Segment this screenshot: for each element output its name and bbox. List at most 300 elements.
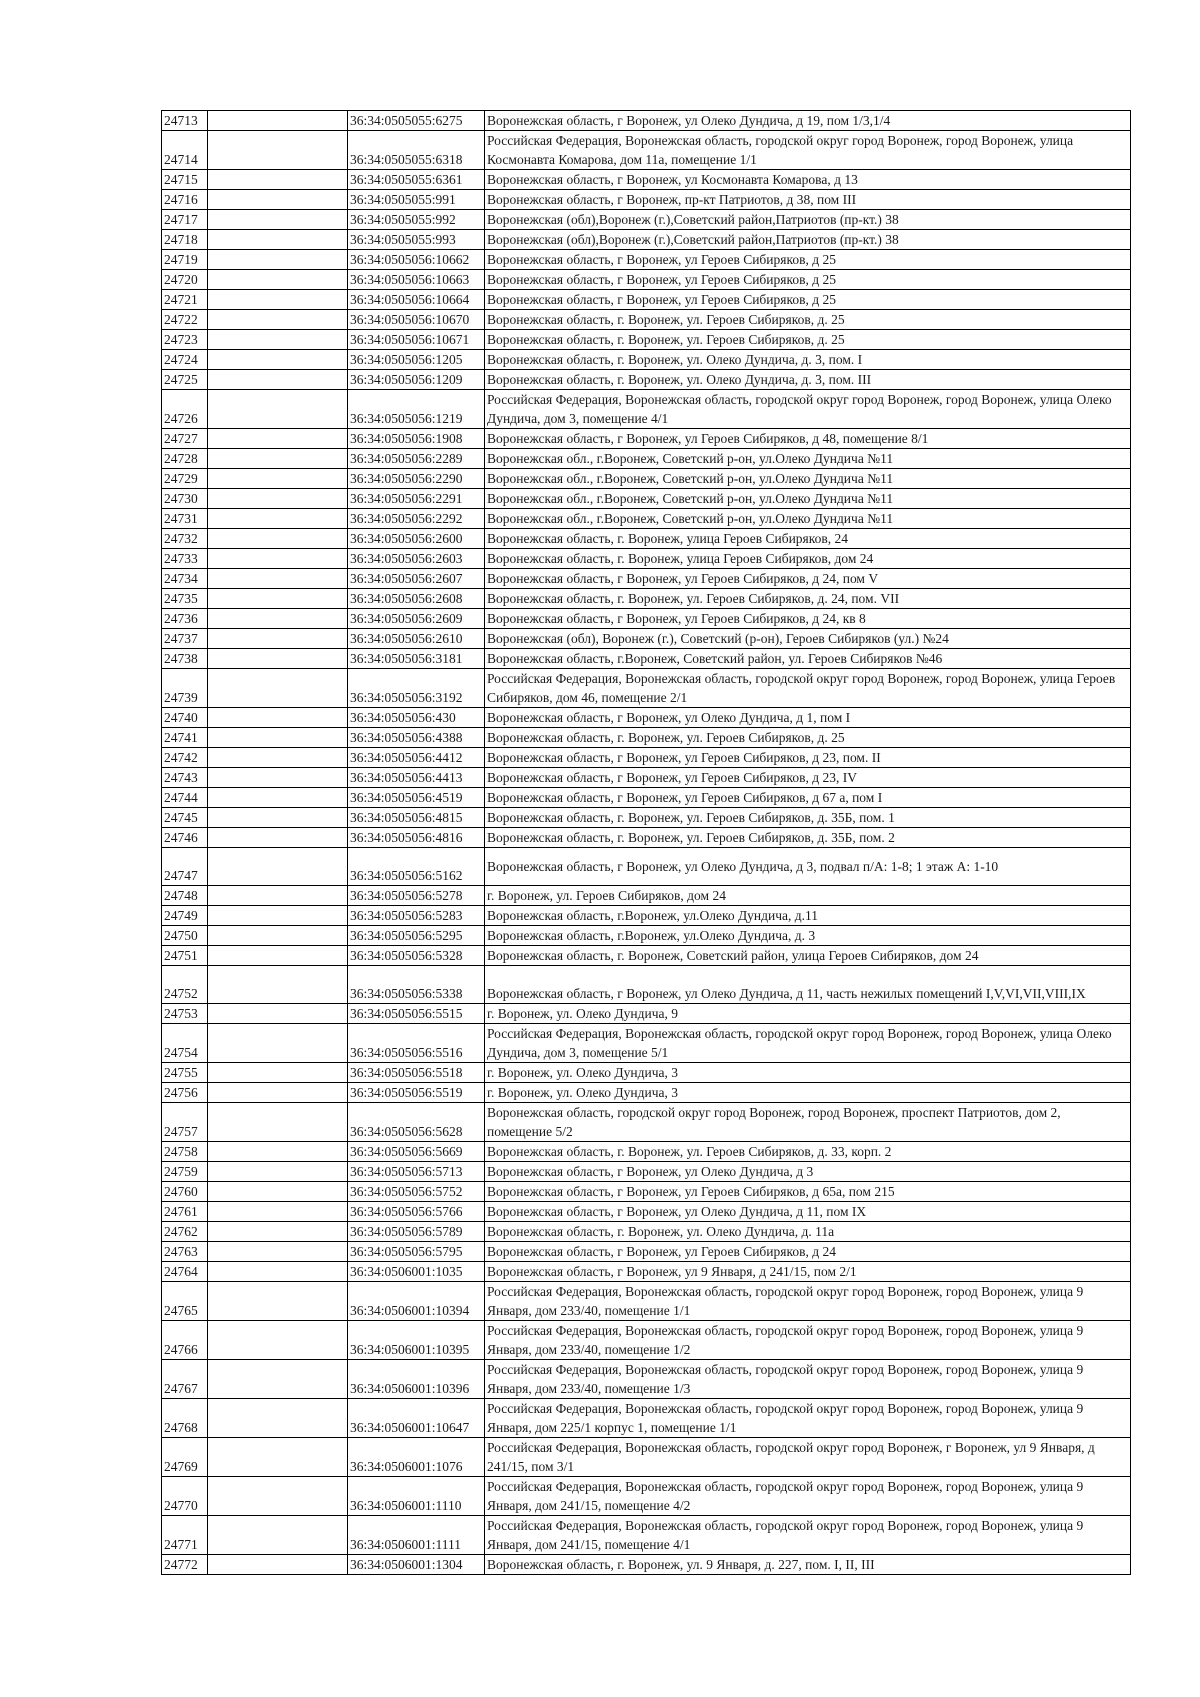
empty-cell [208, 290, 348, 310]
empty-cell [208, 310, 348, 330]
table-row [162, 509, 1131, 529]
address-cell: Воронежская область, г Воронеж, ул Героев Сибиряков, д 67 а, пом I [485, 788, 1131, 808]
address-cell: Российская Федерация, Воронежская область, городской округ город Воронеж, город Воронеж, улица 9 Января, дом 225/1 корпус 1, помещение 1/1 [485, 1399, 1131, 1438]
table-row [162, 1477, 1131, 1516]
row-number-cell: 24730 [162, 489, 208, 509]
address-cell: Воронежская область, г Воронеж, ул Героев Сибиряков, д 24 [485, 1242, 1131, 1262]
empty-cell [208, 210, 348, 230]
row-number-cell: 24752 [162, 966, 208, 1004]
table-row [162, 1321, 1131, 1360]
empty-cell [208, 1024, 348, 1063]
cadastral-number-cell: 36:34:0505056:1209 [348, 370, 485, 390]
cadastral-number-cell: 36:34:0505056:5162 [348, 848, 485, 886]
row-number-cell: 24713 [162, 111, 208, 131]
cadastral-number-cell: 36:34:0505056:2603 [348, 549, 485, 569]
row-number-cell: 24744 [162, 788, 208, 808]
cadastral-number-cell: 36:34:0505056:2608 [348, 589, 485, 609]
table-row [162, 1063, 1131, 1083]
address-cell: Воронежская обл., г.Воронеж, Советский р-он, ул.Олеко Дундича №11 [485, 489, 1131, 509]
empty-cell [208, 1063, 348, 1083]
cadastral-number-cell: 36:34:0505056:5795 [348, 1242, 485, 1262]
row-number-cell: 24746 [162, 828, 208, 848]
row-number-cell: 24769 [162, 1438, 208, 1477]
cadastral-number-cell: 36:34:0505056:4412 [348, 748, 485, 768]
empty-cell [208, 609, 348, 629]
row-number-cell: 24756 [162, 1083, 208, 1103]
row-number-cell: 24761 [162, 1202, 208, 1222]
cadastral-number-cell: 36:34:0505055:6275 [348, 111, 485, 131]
table-row [162, 111, 1131, 131]
address-cell: Воронежская область, г. Воронеж, улица Героев Сибиряков, дом 24 [485, 549, 1131, 569]
empty-cell [208, 946, 348, 966]
row-number-cell: 24732 [162, 529, 208, 549]
empty-cell [208, 748, 348, 768]
cadastral-number-cell: 36:34:0505056:2607 [348, 569, 485, 589]
address-cell: Воронежская (обл),Воронеж (г.),Советский район,Патриотов (пр-кт.) 38 [485, 210, 1131, 230]
address-cell: Воронежская обл., г.Воронеж, Советский р-он, ул.Олеко Дундича №11 [485, 469, 1131, 489]
address-cell: Воронежская область, г Воронеж, ул Олеко Дундича, д 11, пом IX [485, 1202, 1131, 1222]
empty-cell [208, 429, 348, 449]
table-row [162, 609, 1131, 629]
row-number-cell: 24729 [162, 469, 208, 489]
empty-cell [208, 370, 348, 390]
address-cell: Воронежская область, г. Воронеж, ул. Героев Сибиряков, д. 25 [485, 330, 1131, 350]
table-row [162, 1222, 1131, 1242]
address-cell: Воронежская область, г Воронеж, ул Героев Сибиряков, д 48, помещение 8/1 [485, 429, 1131, 449]
row-number-cell: 24754 [162, 1024, 208, 1063]
table-row [162, 629, 1131, 649]
address-cell: Воронежская область, г.Воронеж, ул.Олеко Дундича, д.11 [485, 906, 1131, 926]
address-cell: Воронежская область, г Воронеж, ул Героев Сибиряков, д 23, IV [485, 768, 1131, 788]
row-number-cell: 24764 [162, 1262, 208, 1282]
empty-cell [208, 1360, 348, 1399]
cadastral-number-cell: 36:34:0506001:1304 [348, 1555, 485, 1575]
cadastral-number-cell: 36:34:0505056:5295 [348, 926, 485, 946]
empty-cell [208, 170, 348, 190]
row-number-cell: 24718 [162, 230, 208, 250]
row-number-cell: 24748 [162, 886, 208, 906]
cadastral-number-cell: 36:34:0506001:10394 [348, 1282, 485, 1321]
empty-cell [208, 1222, 348, 1242]
cadastral-number-cell: 36:34:0505056:430 [348, 708, 485, 728]
empty-cell [208, 828, 348, 848]
empty-cell [208, 131, 348, 170]
empty-cell [208, 728, 348, 748]
row-number-cell: 24733 [162, 549, 208, 569]
table-row [162, 330, 1131, 350]
address-cell: Российская Федерация, Воронежская область, городской округ город Воронеж, город Воронеж, улица 9 Января, дом 233/40, помещение 1/3 [485, 1360, 1131, 1399]
table-row [162, 190, 1131, 210]
address-cell: Воронежская область, г. Воронеж, ул. Героев Сибиряков, д. 24, пом. VII [485, 589, 1131, 609]
cadastral-number-cell: 36:34:0505056:4388 [348, 728, 485, 748]
empty-cell [208, 509, 348, 529]
address-cell: Воронежская область, г Воронеж, ул Героев Сибиряков, д 23, пом. II [485, 748, 1131, 768]
table-row [162, 310, 1131, 330]
empty-cell [208, 768, 348, 788]
row-number-cell: 24724 [162, 350, 208, 370]
row-number-cell: 24739 [162, 669, 208, 708]
row-number-cell: 24751 [162, 946, 208, 966]
empty-cell [208, 230, 348, 250]
empty-cell [208, 549, 348, 569]
empty-cell [208, 1083, 348, 1103]
row-number-cell: 24725 [162, 370, 208, 390]
address-cell: Воронежская область, г.Воронеж, Советский район, ул. Героев Сибиряков №46 [485, 649, 1131, 669]
row-number-cell: 24767 [162, 1360, 208, 1399]
cadastral-number-cell: 36:34:0505056:5713 [348, 1162, 485, 1182]
row-number-cell: 24714 [162, 131, 208, 170]
table-row [162, 270, 1131, 290]
row-number-cell: 24735 [162, 589, 208, 609]
empty-cell [208, 886, 348, 906]
empty-cell [208, 629, 348, 649]
address-cell: Российская Федерация, Воронежская область, городской округ город Воронеж, город Воронеж, улица Олеко Дундича, дом 3, помещение 4/1 [485, 390, 1131, 429]
row-number-cell: 24772 [162, 1555, 208, 1575]
table-row [162, 966, 1131, 1004]
table-row [162, 290, 1131, 310]
cadastral-number-cell: 36:34:0505056:4413 [348, 768, 485, 788]
cadastral-number-cell: 36:34:0505056:3192 [348, 669, 485, 708]
table-row [162, 728, 1131, 748]
row-number-cell: 24719 [162, 250, 208, 270]
table-row [162, 748, 1131, 768]
row-number-cell: 24759 [162, 1162, 208, 1182]
table-row [162, 1103, 1131, 1142]
table-row [162, 1262, 1131, 1282]
table-row [162, 370, 1131, 390]
cadastral-number-cell: 36:34:0505055:992 [348, 210, 485, 230]
cadastral-number-cell: 36:34:0505056:10670 [348, 310, 485, 330]
table-row [162, 788, 1131, 808]
cadastral-number-cell: 36:34:0506001:10647 [348, 1399, 485, 1438]
address-cell: Воронежская обл., г.Воронеж, Советский р-он, ул.Олеко Дундича №11 [485, 449, 1131, 469]
address-cell: Воронежская область, г Воронеж, ул Героев Сибиряков, д 65а, пом 215 [485, 1182, 1131, 1202]
row-number-cell: 24771 [162, 1516, 208, 1555]
address-cell: Воронежская область, г Воронеж, ул Героев Сибиряков, д 25 [485, 270, 1131, 290]
cadastral-number-cell: 36:34:0505056:10671 [348, 330, 485, 350]
address-cell: Воронежская область, г Воронеж, ул Героев Сибиряков, д 24, кв 8 [485, 609, 1131, 629]
table-row [162, 549, 1131, 569]
address-cell: Российская Федерация, Воронежская область, городской округ город Воронеж, город Воронеж, улица Космонавта Комарова, дом 11а, помещение 1/1 [485, 131, 1131, 170]
address-cell: Воронежская область, г. Воронеж, ул. 9 Января, д. 227, пом. I, II, III [485, 1555, 1131, 1575]
address-cell: Воронежская область, г Воронеж, ул Героев Сибиряков, д 24, пом V [485, 569, 1131, 589]
table-row [162, 210, 1131, 230]
table-row [162, 429, 1131, 449]
table-row [162, 768, 1131, 788]
row-number-cell: 24760 [162, 1182, 208, 1202]
address-cell: Воронежская область, г Воронеж, ул Олеко Дундича, д 11, часть нежилых помещений I,V,VI,VII,VIII,IX [485, 966, 1131, 1004]
cadastral-number-cell: 36:34:0505056:4815 [348, 808, 485, 828]
empty-cell [208, 330, 348, 350]
row-number-cell: 24740 [162, 708, 208, 728]
address-cell: Воронежская область, г Воронеж, ул Героев Сибиряков, д 25 [485, 250, 1131, 270]
row-number-cell: 24755 [162, 1063, 208, 1083]
address-cell: Воронежская область, г.Воронеж, ул.Олеко Дундича, д. 3 [485, 926, 1131, 946]
row-number-cell: 24749 [162, 906, 208, 926]
row-number-cell: 24728 [162, 449, 208, 469]
address-cell: Воронежская область, г Воронеж, ул Олеко Дундича, д 3, подвал п/А: 1-8; 1 этаж А: 1-10 [485, 848, 1131, 886]
cadastral-number-cell: 36:34:0505056:5516 [348, 1024, 485, 1063]
empty-cell [208, 848, 348, 886]
cadastral-number-cell: 36:34:0505056:2291 [348, 489, 485, 509]
table-row [162, 1162, 1131, 1182]
cadastral-number-cell: 36:34:0505056:1219 [348, 390, 485, 429]
empty-cell [208, 469, 348, 489]
table-row [162, 848, 1131, 886]
address-cell: Воронежская область, г. Воронеж, ул. Героев Сибиряков, д. 35Б, пом. 1 [485, 808, 1131, 828]
cadastral-number-cell: 36:34:0505056:1205 [348, 350, 485, 370]
row-number-cell: 24723 [162, 330, 208, 350]
row-number-cell: 24743 [162, 768, 208, 788]
table-row [162, 350, 1131, 370]
cadastral-number-cell: 36:34:0505056:2600 [348, 529, 485, 549]
address-cell: Воронежская область, г Воронеж, ул Олеко Дундича, д 1, пом I [485, 708, 1131, 728]
empty-cell [208, 1182, 348, 1202]
cadastral-number-cell: 36:34:0505056:5519 [348, 1083, 485, 1103]
address-cell: Воронежская (обл), Воронеж (г.), Советский (р-он), Героев Сибиряков (ул.) №24 [485, 629, 1131, 649]
table-row [162, 489, 1131, 509]
address-cell: Воронежская область, г. Воронеж, ул. Героев Сибиряков, д. 35Б, пом. 2 [485, 828, 1131, 848]
address-cell: Российская Федерация, Воронежская область, городской округ город Воронеж, г Воронеж, ул 9 Января, д 241/15, пом 3/1 [485, 1438, 1131, 1477]
table-row [162, 906, 1131, 926]
address-cell: Воронежская область, г. Воронеж, улица Героев Сибиряков, 24 [485, 529, 1131, 549]
row-number-cell: 24770 [162, 1477, 208, 1516]
address-cell: Российская Федерация, Воронежская область, городской округ город Воронеж, город Воронеж, улица Олеко Дундича, дом 3, помещение 5/1 [485, 1024, 1131, 1063]
row-number-cell: 24737 [162, 629, 208, 649]
table-row [162, 946, 1131, 966]
row-number-cell: 24747 [162, 848, 208, 886]
row-number-cell: 24753 [162, 1004, 208, 1024]
table-row [162, 569, 1131, 589]
cadastral-number-cell: 36:34:0506001:1110 [348, 1477, 485, 1516]
cadastral-number-cell: 36:34:0505056:10662 [348, 250, 485, 270]
table-row [162, 669, 1131, 708]
table-row [162, 449, 1131, 469]
cadastral-number-cell: 36:34:0505056:5789 [348, 1222, 485, 1242]
row-number-cell: 24763 [162, 1242, 208, 1262]
empty-cell [208, 649, 348, 669]
table-row [162, 1360, 1131, 1399]
cadastral-number-cell: 36:34:0505056:1908 [348, 429, 485, 449]
address-cell: Воронежская область, г Воронеж, ул Олеко Дундича, д 19, пом 1/3,1/4 [485, 111, 1131, 131]
row-number-cell: 24722 [162, 310, 208, 330]
empty-cell [208, 906, 348, 926]
row-number-cell: 24736 [162, 609, 208, 629]
address-cell: г. Воронеж, ул. Героев Сибиряков, дом 24 [485, 886, 1131, 906]
row-number-cell: 24738 [162, 649, 208, 669]
row-number-cell: 24757 [162, 1103, 208, 1142]
row-number-cell: 24715 [162, 170, 208, 190]
empty-cell [208, 1399, 348, 1438]
address-cell: Российская Федерация, Воронежская область, городской округ город Воронеж, город Воронеж, улица Героев Сибиряков, дом 46, помещение 2/1 [485, 669, 1131, 708]
cadastral-number-cell: 36:34:0506001:1035 [348, 1262, 485, 1282]
row-number-cell: 24734 [162, 569, 208, 589]
row-number-cell: 24742 [162, 748, 208, 768]
empty-cell [208, 1555, 348, 1575]
cadastral-number-cell: 36:34:0505056:5766 [348, 1202, 485, 1222]
address-cell: Российская Федерация, Воронежская область, городской округ город Воронеж, город Воронеж, улица 9 Января, дом 233/40, помещение 1/2 [485, 1321, 1131, 1360]
empty-cell [208, 1321, 348, 1360]
row-number-cell: 24716 [162, 190, 208, 210]
address-cell: Воронежская область, г. Воронеж, ул. Героев Сибиряков, д. 25 [485, 310, 1131, 330]
table-row [162, 828, 1131, 848]
cadastral-number-cell: 36:34:0505056:4519 [348, 788, 485, 808]
empty-cell [208, 569, 348, 589]
cadastral-number-cell: 36:34:0505056:5338 [348, 966, 485, 1004]
cadastral-number-cell: 36:34:0505056:2289 [348, 449, 485, 469]
cadastral-number-cell: 36:34:0506001:10395 [348, 1321, 485, 1360]
cadastral-number-cell: 36:34:0505056:5515 [348, 1004, 485, 1024]
address-cell: г. Воронеж, ул. Олеко Дундича, 3 [485, 1083, 1131, 1103]
table-row [162, 1024, 1131, 1063]
table-row [162, 1083, 1131, 1103]
cadastral-number-cell: 36:34:0505056:10663 [348, 270, 485, 290]
empty-cell [208, 1103, 348, 1142]
table-row [162, 1182, 1131, 1202]
row-number-cell: 24727 [162, 429, 208, 449]
address-cell: Воронежская область, г Воронеж, ул Космонавта Комарова, д 13 [485, 170, 1131, 190]
row-number-cell: 24741 [162, 728, 208, 748]
empty-cell [208, 111, 348, 131]
empty-cell [208, 926, 348, 946]
address-cell: Воронежская обл., г.Воронеж, Советский р-он, ул.Олеко Дундича №11 [485, 509, 1131, 529]
table-row [162, 131, 1131, 170]
row-number-cell: 24766 [162, 1321, 208, 1360]
table-row [162, 1282, 1131, 1321]
table-row [162, 170, 1131, 190]
empty-cell [208, 589, 348, 609]
address-cell: Воронежская область, г. Воронеж, ул. Олеко Дундича, д. 3, пом. I [485, 350, 1131, 370]
cadastral-number-cell: 36:34:0505056:5628 [348, 1103, 485, 1142]
cadastral-number-cell: 36:34:0505056:5283 [348, 906, 485, 926]
table-row [162, 390, 1131, 429]
empty-cell [208, 1162, 348, 1182]
address-cell: Воронежская область, г Воронеж, пр-кт Патриотов, д 38, пом III [485, 190, 1131, 210]
row-number-cell: 24745 [162, 808, 208, 828]
table-row [162, 230, 1131, 250]
empty-cell [208, 1262, 348, 1282]
row-number-cell: 24758 [162, 1142, 208, 1162]
cadastral-number-cell: 36:34:0505056:5669 [348, 1142, 485, 1162]
cadastral-number-cell: 36:34:0505056:2290 [348, 469, 485, 489]
address-cell: Воронежская область, г. Воронеж, ул. Героев Сибиряков, д. 25 [485, 728, 1131, 748]
table-row [162, 1555, 1131, 1575]
address-cell: Воронежская область, г Воронеж, ул 9 Января, д 241/15, пом 2/1 [485, 1262, 1131, 1282]
row-number-cell: 24765 [162, 1282, 208, 1321]
cadastral-number-cell: 36:34:0505056:5752 [348, 1182, 485, 1202]
address-cell: Российская Федерация, Воронежская область, городской округ город Воронеж, город Воронеж, улица 9 Января, дом 233/40, помещение 1/1 [485, 1282, 1131, 1321]
row-number-cell: 24768 [162, 1399, 208, 1438]
empty-cell [208, 1004, 348, 1024]
table-row [162, 589, 1131, 609]
empty-cell [208, 190, 348, 210]
empty-cell [208, 669, 348, 708]
address-cell: Российская Федерация, Воронежская область, городской округ город Воронеж, город Воронеж, улица 9 Января, дом 241/15, помещение 4/2 [485, 1477, 1131, 1516]
address-cell: г. Воронеж, ул. Олеко Дундича, 9 [485, 1004, 1131, 1024]
address-cell: Воронежская область, г. Воронеж, ул. Героев Сибиряков, д. 33, корп. 2 [485, 1142, 1131, 1162]
table-row [162, 1516, 1131, 1555]
cadastral-number-cell: 36:34:0505055:993 [348, 230, 485, 250]
cadastral-number-cell: 36:34:0505055:6361 [348, 170, 485, 190]
empty-cell [208, 350, 348, 370]
table-row [162, 708, 1131, 728]
table-row [162, 1242, 1131, 1262]
address-cell: Воронежская область, г. Воронеж, Советский район, улица Героев Сибиряков, дом 24 [485, 946, 1131, 966]
empty-cell [208, 1477, 348, 1516]
cadastral-number-cell: 36:34:0505056:2292 [348, 509, 485, 529]
empty-cell [208, 250, 348, 270]
cadastral-number-cell: 36:34:0505056:10664 [348, 290, 485, 310]
row-number-cell: 24717 [162, 210, 208, 230]
registry-rows [162, 111, 1131, 1575]
table-row [162, 1202, 1131, 1222]
table-row [162, 1438, 1131, 1477]
cadastral-number-cell: 36:34:0505056:3181 [348, 649, 485, 669]
empty-cell [208, 788, 348, 808]
address-cell: Воронежская область, г Воронеж, ул Героев Сибиряков, д 25 [485, 290, 1131, 310]
empty-cell [208, 708, 348, 728]
row-number-cell: 24731 [162, 509, 208, 529]
address-cell: Воронежская область, городской округ город Воронеж, город Воронеж, проспект Патриотов, дом 2, помещение 5/2 [485, 1103, 1131, 1142]
address-cell: Воронежская область, г Воронеж, ул Олеко Дундича, д 3 [485, 1162, 1131, 1182]
table-row [162, 529, 1131, 549]
address-cell: Воронежская область, г. Воронеж, ул. Олеко Дундича, д. 11а [485, 1222, 1131, 1242]
table-row [162, 469, 1131, 489]
cadastral-number-cell: 36:34:0506001:1076 [348, 1438, 485, 1477]
table-row [162, 1004, 1131, 1024]
cadastral-number-cell: 36:34:0505056:4816 [348, 828, 485, 848]
table-row [162, 886, 1131, 906]
row-number-cell: 24720 [162, 270, 208, 290]
cadastral-number-cell: 36:34:0505056:5278 [348, 886, 485, 906]
cadastral-number-cell: 36:34:0506001:1111 [348, 1516, 485, 1555]
empty-cell [208, 489, 348, 509]
row-number-cell: 24762 [162, 1222, 208, 1242]
empty-cell [208, 966, 348, 1004]
table-row [162, 250, 1131, 270]
address-cell: Российская Федерация, Воронежская область, городской округ город Воронеж, город Воронеж, улица 9 Января, дом 241/15, помещение 4/1 [485, 1516, 1131, 1555]
empty-cell [208, 1142, 348, 1162]
empty-cell [208, 390, 348, 429]
empty-cell [208, 808, 348, 828]
cadastral-number-cell: 36:34:0505055:6318 [348, 131, 485, 170]
table-row [162, 926, 1131, 946]
empty-cell [208, 1202, 348, 1222]
empty-cell [208, 1282, 348, 1321]
cadastral-number-cell: 36:34:0505056:5328 [348, 946, 485, 966]
empty-cell [208, 270, 348, 290]
cadastral-number-cell: 36:34:0505056:2610 [348, 629, 485, 649]
cadastral-number-cell: 36:34:0505056:2609 [348, 609, 485, 629]
row-number-cell: 24721 [162, 290, 208, 310]
empty-cell [208, 529, 348, 549]
table-row [162, 649, 1131, 669]
empty-cell [208, 1516, 348, 1555]
empty-cell [208, 1438, 348, 1477]
cadastral-number-cell: 36:34:0506001:10396 [348, 1360, 485, 1399]
empty-cell [208, 1242, 348, 1262]
cadastral-number-cell: 36:34:0505056:5518 [348, 1063, 485, 1083]
address-cell: г. Воронеж, ул. Олеко Дундича, 3 [485, 1063, 1131, 1083]
table-row [162, 1142, 1131, 1162]
empty-cell [208, 449, 348, 469]
table-row [162, 1399, 1131, 1438]
table-row [162, 808, 1131, 828]
row-number-cell: 24726 [162, 390, 208, 429]
row-number-cell: 24750 [162, 926, 208, 946]
address-cell: Воронежская область, г. Воронеж, ул. Олеко Дундича, д. 3, пом. III [485, 370, 1131, 390]
registry-table [161, 110, 1131, 1575]
